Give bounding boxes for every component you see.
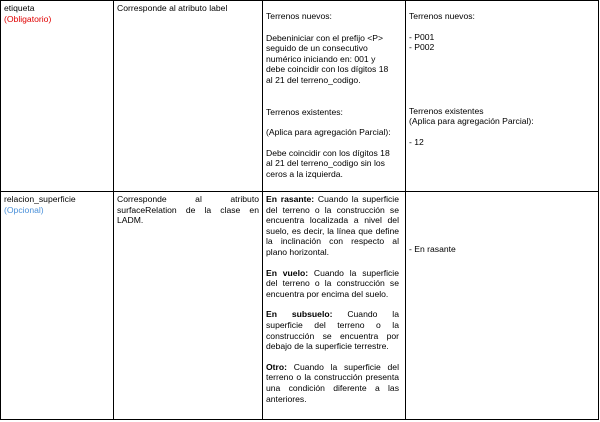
- rule-note: (Aplica para agregación Parcial):: [266, 127, 391, 138]
- description-text: Corresponde al atributo label: [117, 3, 228, 13]
- example-value: - En rasante: [409, 244, 456, 254]
- description-text: Corresponde al atributo surfaceRelation de la clase en LADM.: [117, 194, 259, 226]
- rule-item: En rasante: Cuando la superficie del terreno o la construcción se encuentra localizada a nivel del suelo, es decir, la línea que define la inclinación con respecto al plano horizontal.: [266, 194, 399, 257]
- rule-item: Otro: Cuando la superficie del terreno o la construcción presenta una condición diferente a las anteriores.: [266, 361, 399, 404]
- rule-heading: Terrenos nuevos:: [266, 11, 332, 21]
- example-value: - 12: [409, 136, 424, 147]
- table-row: [1, 1, 599, 192]
- requirement-badge: (Opcional): [4, 204, 44, 215]
- rules-cell: [263, 1, 406, 192]
- example-cell: [406, 1, 599, 192]
- field-name: relacion_superficie: [4, 194, 76, 204]
- example-value: - P001: [409, 31, 435, 42]
- example-note: (Aplica para agregación Parcial):: [409, 116, 534, 127]
- table-row: [1, 192, 599, 420]
- rule-text: Debe coincidir con los dígitos 18 al 21 del terreno_codigo sin los ceros a la izquierda.: [266, 147, 390, 179]
- rule-heading: Terrenos existentes:: [266, 106, 343, 117]
- field-name: etiqueta: [4, 3, 35, 13]
- rule-item: En subsuelo: Cuando la superficie del terreno o la construcción se encuentra por debajo de la superficie terrestre.: [266, 309, 399, 352]
- rules-cell: [263, 192, 406, 420]
- example-value: - P002: [409, 42, 435, 53]
- rule-text: Debeniniciar con el prefijo <P> seguido de un consecutivo numérico iniciando en: 001 y debe coincidir con los dígitos 18 al 21 del terreno_codigo.: [266, 32, 389, 85]
- field-cell: [1, 1, 114, 192]
- description-cell: [114, 192, 263, 420]
- field-cell: [1, 192, 114, 420]
- requirement-badge: (Obligatorio): [4, 13, 52, 24]
- example-cell: [406, 192, 599, 420]
- description-cell: [114, 1, 263, 192]
- example-heading: Terrenos existentes: [409, 105, 484, 116]
- example-heading: Terrenos nuevos:: [409, 11, 475, 21]
- rule-item: En vuelo: Cuando la superficie del terreno o la construcción se encuentra por encima del suelo.: [266, 267, 399, 299]
